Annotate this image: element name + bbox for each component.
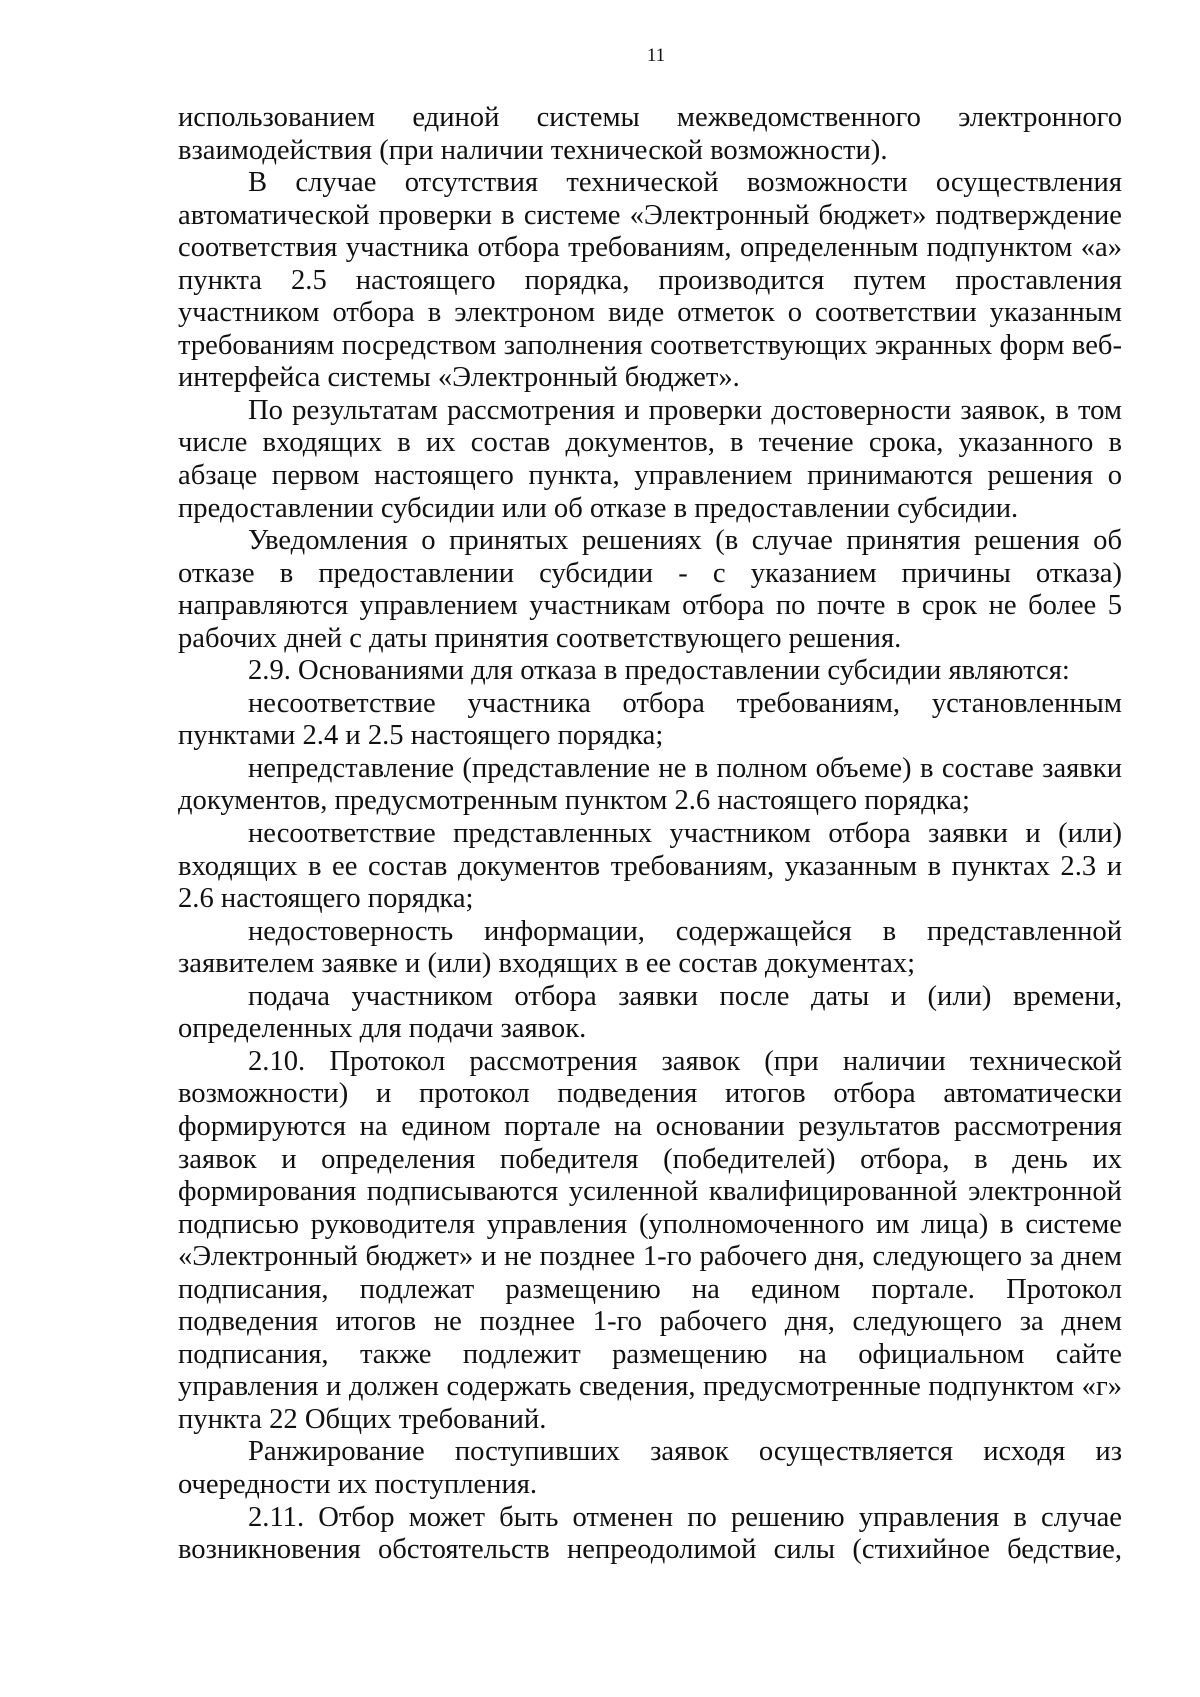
paragraph-refusal-ground-5: подача участником отбора заявки после даты и (или) времени, определенных для подачи заявок. <box>178 980 1122 1045</box>
paragraph-2-10-protocol: 2.10. Протокол рассмотрения заявок (при наличии технической возможности) и протокол подведения итогов отбора автоматически формируются на едином портале на основании результатов рассмотрения заявок и определения победителя (победителей) отбора, в день их формирования подписываются усиленной квалифицированной электронной подписью руководителя управления (уполномоченного им лица) в системе «Электронный бюджет» и не позднее 1-го рабочего дня, следующего за днем подписания, подлежат размещению на едином портале. Протокол подведения итогов не позднее 1-го рабочего дня, следующего за днем подписания, также подлежит размещению на официальном сайте управления и должен содержать сведения, предусмотренные подпунктом «г» пункта 22 Общих требований. <box>178 1045 1122 1435</box>
paragraph-refusal-ground-2: непредставление (представление не в полном объеме) в составе заявки документов, предусмотренным пунктом 2.6 настоящего порядка; <box>178 752 1122 817</box>
paragraph-refusal-ground-1: несоответствие участника отбора требованиям, установленным пунктами 2.4 и 2.5 настоящего порядка; <box>178 687 1122 752</box>
paragraph-review-results: По результатам рассмотрения и проверки достоверности заявок, в том числе входящих в их состав документов, в течение срока, указанного в абзаце первом настоящего пункта, управлением принимаются решения о предоставлении субсидии или об отказе в предоставлении субсидии. <box>178 394 1122 524</box>
paragraph-notifications: Уведомления о принятых решениях (в случае принятия решения об отказе в предоставлении субсидии - с указанием причины отказа) направляются управлением участникам отбора по почте в срок не более 5 рабочих дней с даты принятия соответствующего решения. <box>178 525 1122 654</box>
paragraph-no-technical-possibility: В случае отсутствия технической возможности осуществления автоматической проверки в системе «Электронный бюджет» подтверждение соответствия участника отбора требованиям, определенным подпунктом «а» пункта 2.5 настоящего порядка, производится путем проставления участником отбора в электроном виде отметок о соответствии указанным требованиям посредством заполнения соответствующих экранных форм веб-интерфейса системы «Электронный бюджет». <box>178 167 1122 394</box>
paragraph-2-11-cancellation: 2.11. Отбор может быть отменен по решению управления в случае возникновения обстоятельств непреодолимой силы (стихийное бедствие, <box>178 1501 1122 1566</box>
paragraph-refusal-ground-3: несоответствие представленных участником отбора заявки и (или) входящих в ее состав документов требованиям, указанным в пунктах 2.3 и 2.6 настоящего порядка; <box>178 818 1122 915</box>
paragraph-ranking: Ранжирование поступивших заявок осуществляется исходя из очередности их поступления. <box>178 1436 1122 1500</box>
document-body <box>178 102 1122 1567</box>
paragraph-2-9-heading: 2.9. Основаниями для отказа в предоставлении субсидии являются: <box>248 655 1070 687</box>
document-page <box>178 44 1122 1567</box>
paragraph-continuation: использованием единой системы межведомственного электронного взаимодействия (при наличии технической возможности). <box>178 102 1122 166</box>
paragraph-refusal-ground-4: недостоверность информации, содержащейся в представленной заявителем заявке и (или) входящих в ее состав документах; <box>178 915 1122 980</box>
page-number: 11 <box>646 45 666 66</box>
